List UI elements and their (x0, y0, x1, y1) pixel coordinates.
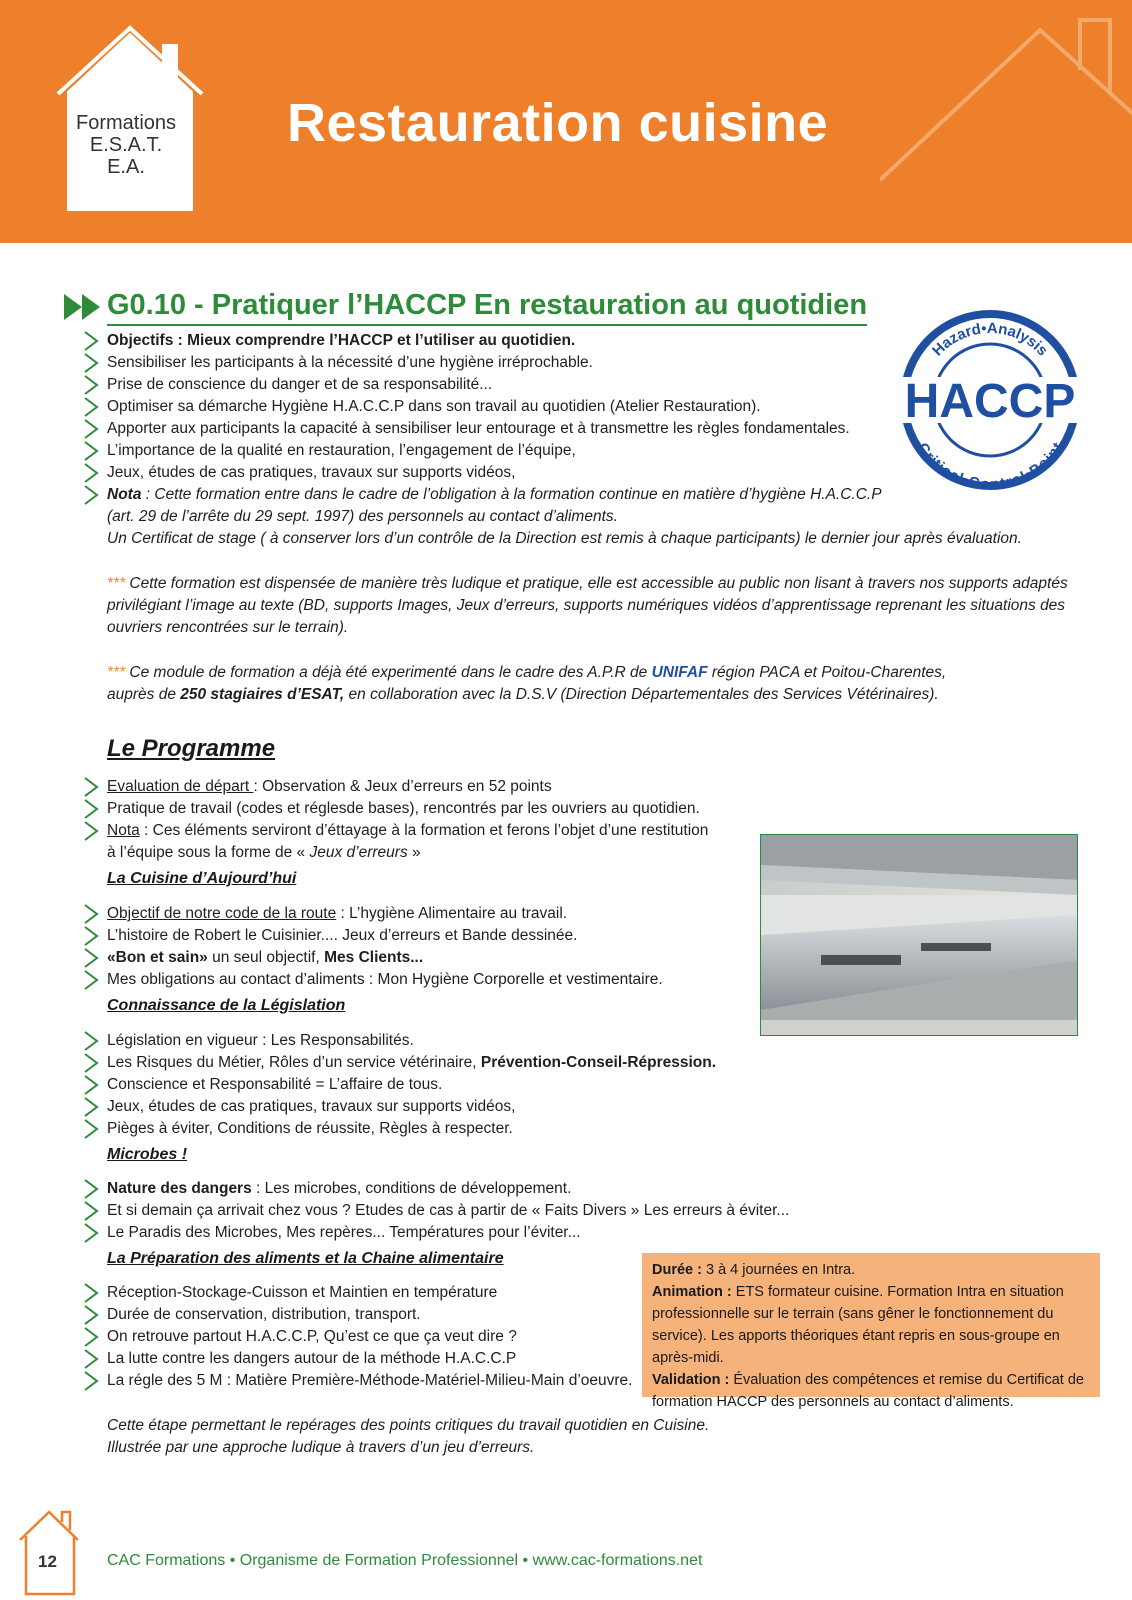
stars-mark: *** (107, 664, 126, 681)
note2-line1 (107, 662, 946, 684)
note2-text: auprès de (107, 686, 181, 703)
chevron-bullet-icon (83, 463, 99, 483)
cuisine-bon-sain (107, 947, 423, 969)
microbes-title: Microbes ! (107, 1146, 188, 1163)
validation-text: Évaluation des compétences et remise du Certificat de formation HACCP des personnels au contact d’aliments. (652, 1372, 1084, 1410)
nota-label: Nota (107, 486, 142, 503)
page-title: Restauration cuisine (287, 93, 829, 153)
chevron-bullet-icon (83, 904, 99, 924)
section-title: G0.10 - Pratiquer l’HACCP En restauration au quotidien (107, 289, 867, 326)
nota-text: : Ces éléments serviront d’éttayage à la formation et ferons l’objet d’une restitution (139, 822, 709, 839)
kitchen-photo (760, 834, 1078, 1036)
objective-item: Sensibiliser les participants à la nécessité d’une hygiène irréprochable. (107, 354, 593, 371)
chevron-bullet-icon (83, 1327, 99, 1347)
preparation-item: La régle des 5 M : Matière Première-Méthode-Matériel-Milieu-Main d’oeuvre. (107, 1372, 633, 1389)
note2-text: en collaboration avec la D.S.V (Direction Départementales des Services Vétérinaires). (344, 686, 939, 703)
microbes-item: Et si demain ça arrivait chez vous ? Etudes de cas à partir de « Faits Divers » Les erreurs à éviter... (107, 1202, 790, 1219)
svg-text:HACCP: HACCP (904, 375, 1076, 428)
chevron-bullet-icon (83, 970, 99, 990)
programme-eval (107, 776, 552, 798)
legislation-item: Conscience et Responsabilité = L’affaire de tous. (107, 1076, 443, 1093)
haccp-seal-logo (892, 309, 1088, 491)
certificate-line: Un Certificat de stage ( à conserver lors d’un contrôle de la Direction est remis à chaque participants) le dernier jour après évaluation. (107, 530, 1022, 547)
note2-text: région PACA et Poitou-Charentes, (707, 664, 947, 681)
bon-sain-bold: «Bon et sain» (107, 949, 208, 966)
chevron-bullet-icon (83, 1053, 99, 1073)
chevron-bullet-icon (83, 821, 99, 841)
animation-line (652, 1281, 1090, 1369)
chevron-bullet-icon (83, 419, 99, 439)
legislation-item: Pièges à éviter, Conditions de réussite, Règles à respecter. (107, 1120, 513, 1137)
programme-nota-line2 (107, 842, 421, 864)
eval-text: : Observation & Jeux d’erreurs en 52 points (253, 778, 552, 795)
mes-clients-bold: Mes Clients... (324, 949, 424, 966)
closing-line: Illustrée par une approche ludique à travers d’un jeu d’erreurs. (107, 1439, 535, 1456)
chevron-bullet-icon (83, 1119, 99, 1139)
note1-line3: ouvriers rencontrées sur le terrain). (107, 619, 349, 636)
chevron-bullet-icon (83, 1305, 99, 1325)
page-header (0, 0, 1132, 243)
nota-text: » (407, 844, 421, 861)
objective-item: L’importance de la qualité en restauration, l’engagement de l’équipe, (107, 442, 576, 459)
legislation-title: Connaissance de la Législation (107, 997, 346, 1014)
programme-pratique: Pratique de travail (codes et réglesde bases), rencontrés par les ouvriers au quotidien. (107, 800, 700, 817)
svg-text:Critical•Control•Point: Critical•Control•Point (913, 439, 1067, 491)
stars-mark: *** (107, 575, 126, 592)
legislation-text: Les Risques du Métier, Rôles d’un service vétérinaire, (107, 1054, 481, 1071)
note1-line1 (107, 573, 1068, 595)
chevron-bullet-icon (83, 1349, 99, 1369)
chevron-bullet-icon (83, 1223, 99, 1243)
objective-item: Optimiser sa démarche Hygiène H.A.C.C.P dans son travail au quotidien (Atelier Restauration). (107, 398, 761, 415)
chevron-bullet-icon (83, 353, 99, 373)
chevron-bullet-icon (83, 777, 99, 797)
eval-label: Evaluation de départ (107, 778, 254, 795)
microbes-item: Le Paradis des Microbes, Mes repères... Températures pour l’éviter... (107, 1224, 581, 1241)
chevron-bullet-icon (83, 1031, 99, 1051)
nota-label: Nota (107, 822, 140, 839)
legislation-item: Législation en vigueur : Les Responsabilités. (107, 1032, 414, 1049)
cuisine-title: La Cuisine d’Aujourd’hui (107, 870, 297, 887)
unifaf-link: UNIFAF (651, 664, 708, 681)
preparation-item: La lutte contre les dangers autour de la méthode H.A.C.C.P (107, 1350, 517, 1367)
duree-line (652, 1259, 1090, 1281)
logo-line: Formations (75, 112, 177, 134)
chevron-bullet-icon (83, 1283, 99, 1303)
note2-text: Ce module de formation a déjà été experimenté dans le cadre des A.P.R de (125, 664, 652, 681)
chevron-bullet-icon (83, 397, 99, 417)
animation-text: ETS formateur cuisine. Formation Intra en situation professionnelle sur le terrain (sans gêner le fonctionnement du service). Les apports théoriques étant repris en sous-groupe en après-midi. (652, 1284, 1064, 1366)
preparation-item: Durée de conservation, distribution, transport. (107, 1306, 421, 1323)
duree-label: Durée : (652, 1262, 702, 1278)
nota-line-2: (art. 29 de l’arrête du 29 sept. 1997) des personnels au contact d’aliments. (107, 508, 618, 525)
chevron-bullet-icon (83, 1179, 99, 1199)
page-number: 12 (38, 1552, 57, 1571)
objectif-label: Objectif de notre code de la route (107, 905, 337, 922)
logo-line: E.S.A.T. (89, 134, 163, 156)
note2-bold: 250 stagiaires d’ESAT, (180, 686, 345, 703)
objective-item: Apporter aux participants la capacité à sensibiliser leur entourage et à transmettre les règles fondamentales. (107, 420, 850, 437)
note1-text: Cette formation est dispensée de manière très ludique et pratique, elle est accessible au public non lisant à travers nos supports adaptés (125, 575, 1068, 592)
legislation-item (107, 1052, 716, 1074)
chevron-bullet-icon (83, 375, 99, 395)
chevron-bullet-icon (83, 441, 99, 461)
preparation-item: On retrouve partout H.A.C.C.P, Qu’est ce que ça veut dire ? (107, 1328, 517, 1345)
logo-text (66, 112, 186, 178)
duree-text: 3 à 4 journées en Intra. (701, 1262, 856, 1278)
cuisine-histoire: L’histoire de Robert le Cuisinier.... Jeux d’erreurs et Bande dessinée. (107, 927, 578, 944)
logo-line: E.A. (107, 156, 145, 178)
double-arrow-icon (62, 292, 106, 322)
objective-item: Prise de conscience du danger et de sa responsabilité... (107, 376, 493, 393)
objectives-heading: Objectifs : Mieux comprendre l’HACCP et l’utiliser au quotidien. (107, 332, 576, 349)
closing-line: Cette étape permettant le repérages des points critiques du travail quotidien en Cuisine. (107, 1417, 710, 1434)
bon-sain-text: un seul objectif, (207, 949, 325, 966)
legislation-bold: Prévention-Conseil-Répression. (480, 1054, 717, 1071)
chevron-bullet-icon (83, 926, 99, 946)
svg-text:Hazard•Analysis: Hazard•Analysis (929, 319, 1052, 360)
note1-line2: privilégiant l’image au texte (BD, supports Images, Jeux d’erreurs, supports numériques vidéos d’apprentissage reprenant les situations des (107, 597, 1066, 614)
preparation-item: Réception-Stockage-Cuisson et Maintien en température (107, 1284, 498, 1301)
note2-line2 (107, 684, 939, 706)
chevron-bullet-icon (83, 331, 99, 351)
animation-label: Animation : (652, 1284, 732, 1300)
info-box (642, 1253, 1100, 1410)
microbes-item (107, 1178, 571, 1200)
nota-italic: Jeux d’erreurs (309, 844, 408, 861)
footer-house-icon (16, 1506, 82, 1596)
objectif-text: : L’hygiène Alimentaire au travail. (336, 905, 568, 922)
nota-text: à l’équipe sous la forme de « (107, 844, 310, 861)
microbes-text: : Les microbes, conditions de développement. (251, 1180, 572, 1197)
legislation-item: Jeux, études de cas pratiques, travaux sur supports vidéos, (107, 1098, 516, 1115)
microbes-bold: Nature des dangers (107, 1180, 252, 1197)
chevron-bullet-icon (83, 1201, 99, 1221)
programme-title: Le Programme (107, 735, 276, 762)
nota-line (107, 484, 882, 506)
chevron-bullet-icon (83, 485, 99, 505)
preparation-title: La Préparation des aliments et la Chaine alimentaire (107, 1250, 504, 1267)
chevron-bullet-icon (83, 1097, 99, 1117)
roof-outline-decoration (880, 0, 1132, 243)
chevron-bullet-icon (83, 1371, 99, 1391)
cuisine-objectif (107, 903, 567, 925)
objective-item: Jeux, études de cas pratiques, travaux sur supports vidéos, (107, 464, 516, 481)
nota-text: : Cette formation entre dans le cadre de l’obligation à la formation continue en matière d’hygiène H.A.C.C.P (141, 486, 882, 503)
chevron-bullet-icon (83, 1075, 99, 1095)
chevron-bullet-icon (83, 799, 99, 819)
programme-nota (107, 820, 708, 842)
validation-line (652, 1369, 1090, 1413)
cuisine-obligations: Mes obligations au contact d’aliments : Mon Hygiène Corporelle et vestimentaire. (107, 971, 663, 988)
validation-label: Validation : (652, 1372, 730, 1388)
chevron-bullet-icon (83, 948, 99, 968)
footer-text: CAC Formations • Organisme de Formation Professionnel • www.cac-formations.net (107, 1552, 703, 1569)
